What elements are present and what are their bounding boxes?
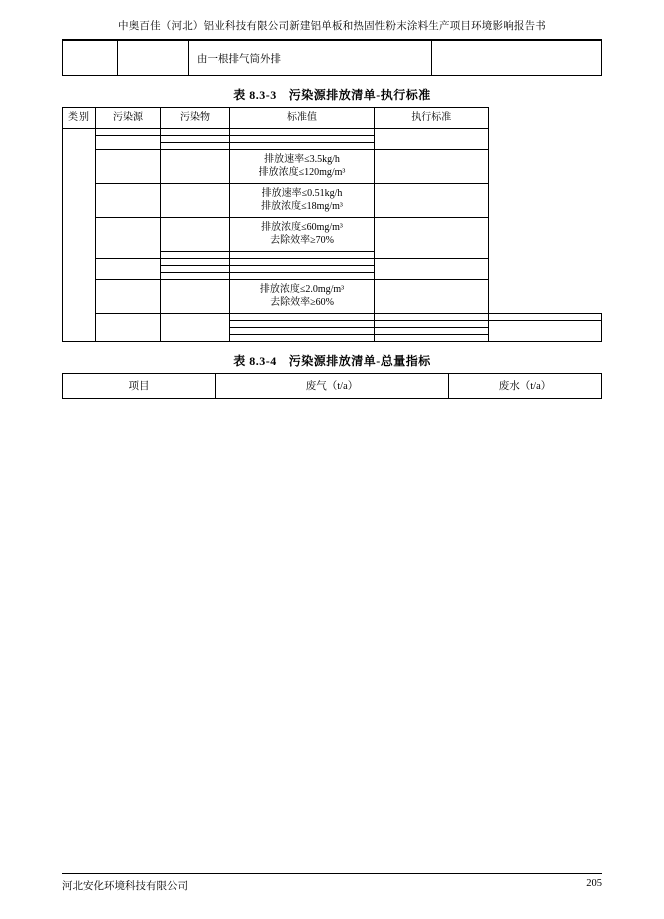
standard-value-cell	[375, 313, 489, 320]
execution-standard-cell	[375, 279, 489, 313]
standard-value-cell	[375, 327, 489, 334]
table-834-caption	[62, 352, 602, 369]
pollutant-cell	[161, 272, 230, 279]
pollutant-cell	[230, 327, 375, 334]
column-header-2: 污染源	[96, 108, 161, 129]
table-row	[63, 41, 602, 76]
standard-value-cell: 排放速率≤0.51kg/h 排放浓度≤18mg/m³	[230, 183, 375, 217]
table-row	[63, 128, 602, 135]
pollution-source-cell	[161, 313, 230, 341]
pollution-source-cell	[96, 135, 161, 149]
standard-value-cell	[230, 272, 375, 279]
table-833-header-row	[63, 108, 602, 129]
table-row	[63, 149, 602, 183]
pollution-source-cell	[96, 217, 161, 258]
column-header-5: 执行标准	[375, 108, 489, 129]
pollution-source-cell	[96, 258, 161, 279]
execution-standard-cell	[488, 313, 602, 320]
column-header-4: 标准值	[230, 108, 375, 129]
category-cell	[63, 128, 96, 341]
standard-value-cell	[375, 334, 489, 341]
execution-standard-cell	[375, 149, 489, 183]
top-cell-2	[118, 41, 189, 76]
pollution-source-cell	[96, 128, 161, 135]
table-row	[63, 373, 602, 398]
pollution-source-cell	[96, 279, 161, 313]
table-833-caption-text: 污染源排放清单-执行标准	[288, 88, 431, 102]
cell-waste-gas: 废气（t/a）	[216, 373, 449, 398]
pollutant-cell	[161, 279, 230, 313]
standard-value-cell: 排放浓度≤60mg/m³ 去除效率≥70%	[230, 217, 375, 251]
table-834	[62, 373, 602, 399]
execution-standard-cell	[375, 258, 489, 279]
pollutant-cell	[161, 135, 230, 142]
table-833-caption	[62, 86, 602, 103]
page-header: 中奥百佳（河北）铝业科技有限公司新建铝单板和热固性粉末涂料生产项目环境影响报告书	[118, 21, 546, 32]
cell-waste-water: 废水（t/a）	[449, 373, 602, 398]
column-header-3: 污染物	[161, 108, 230, 129]
category-cell	[96, 313, 161, 341]
pollutant-cell	[161, 183, 230, 217]
table-833	[62, 107, 602, 342]
top-cell-4	[432, 41, 602, 76]
pollutant-cell	[161, 265, 230, 272]
standard-value-cell	[375, 320, 489, 327]
pollutant-cell	[161, 251, 230, 258]
standard-value-cell: 排放速率≤3.5kg/h 排放浓度≤120mg/m³	[230, 149, 375, 183]
cell-project: 项目	[63, 373, 216, 398]
page-footer	[62, 873, 602, 893]
top-cell-3: 由一根排气筒外排	[189, 41, 432, 76]
pollutant-cell	[161, 149, 230, 183]
table-row	[63, 313, 602, 320]
pollution-source-cell	[96, 149, 161, 183]
standard-value-cell	[230, 251, 375, 258]
table-row	[63, 217, 602, 251]
table-row	[63, 258, 602, 265]
pollution-source-cell	[96, 183, 161, 217]
table-row	[63, 135, 602, 142]
standard-value-cell	[230, 265, 375, 272]
table-row	[63, 183, 602, 217]
execution-standard-cell	[375, 183, 489, 217]
standard-value-cell: 排放浓度≤2.0mg/m³ 去除效率≥60%	[230, 279, 375, 313]
standard-value-cell	[230, 135, 375, 142]
standard-value-cell	[230, 258, 375, 265]
table-834-caption-text: 污染源排放清单-总量指标	[288, 353, 431, 368]
footer-company: 河北安化环境科技有限公司	[62, 881, 188, 892]
pollutant-cell	[230, 320, 375, 327]
pollutant-cell	[161, 128, 230, 135]
pollutant-cell	[161, 217, 230, 251]
footer-page-number: 205	[586, 878, 602, 889]
top-cell-1	[63, 41, 118, 76]
pollutant-cell	[230, 313, 375, 320]
pollutant-cell	[230, 334, 375, 341]
pollutant-cell	[161, 142, 230, 149]
execution-standard-cell	[488, 320, 602, 341]
continued-table-top	[62, 40, 602, 76]
table-834-caption-number: 表 8.3-4	[233, 353, 277, 368]
standard-value-cell	[230, 142, 375, 149]
pollutant-cell	[161, 258, 230, 265]
column-header-1: 类别	[63, 108, 96, 129]
execution-standard-cell	[375, 128, 489, 149]
standard-value-cell	[230, 128, 375, 135]
execution-standard-cell	[375, 217, 489, 258]
footer-rule	[62, 873, 602, 874]
table-833-caption-number: 表 8.3-3	[233, 88, 277, 102]
table-row	[63, 279, 602, 313]
